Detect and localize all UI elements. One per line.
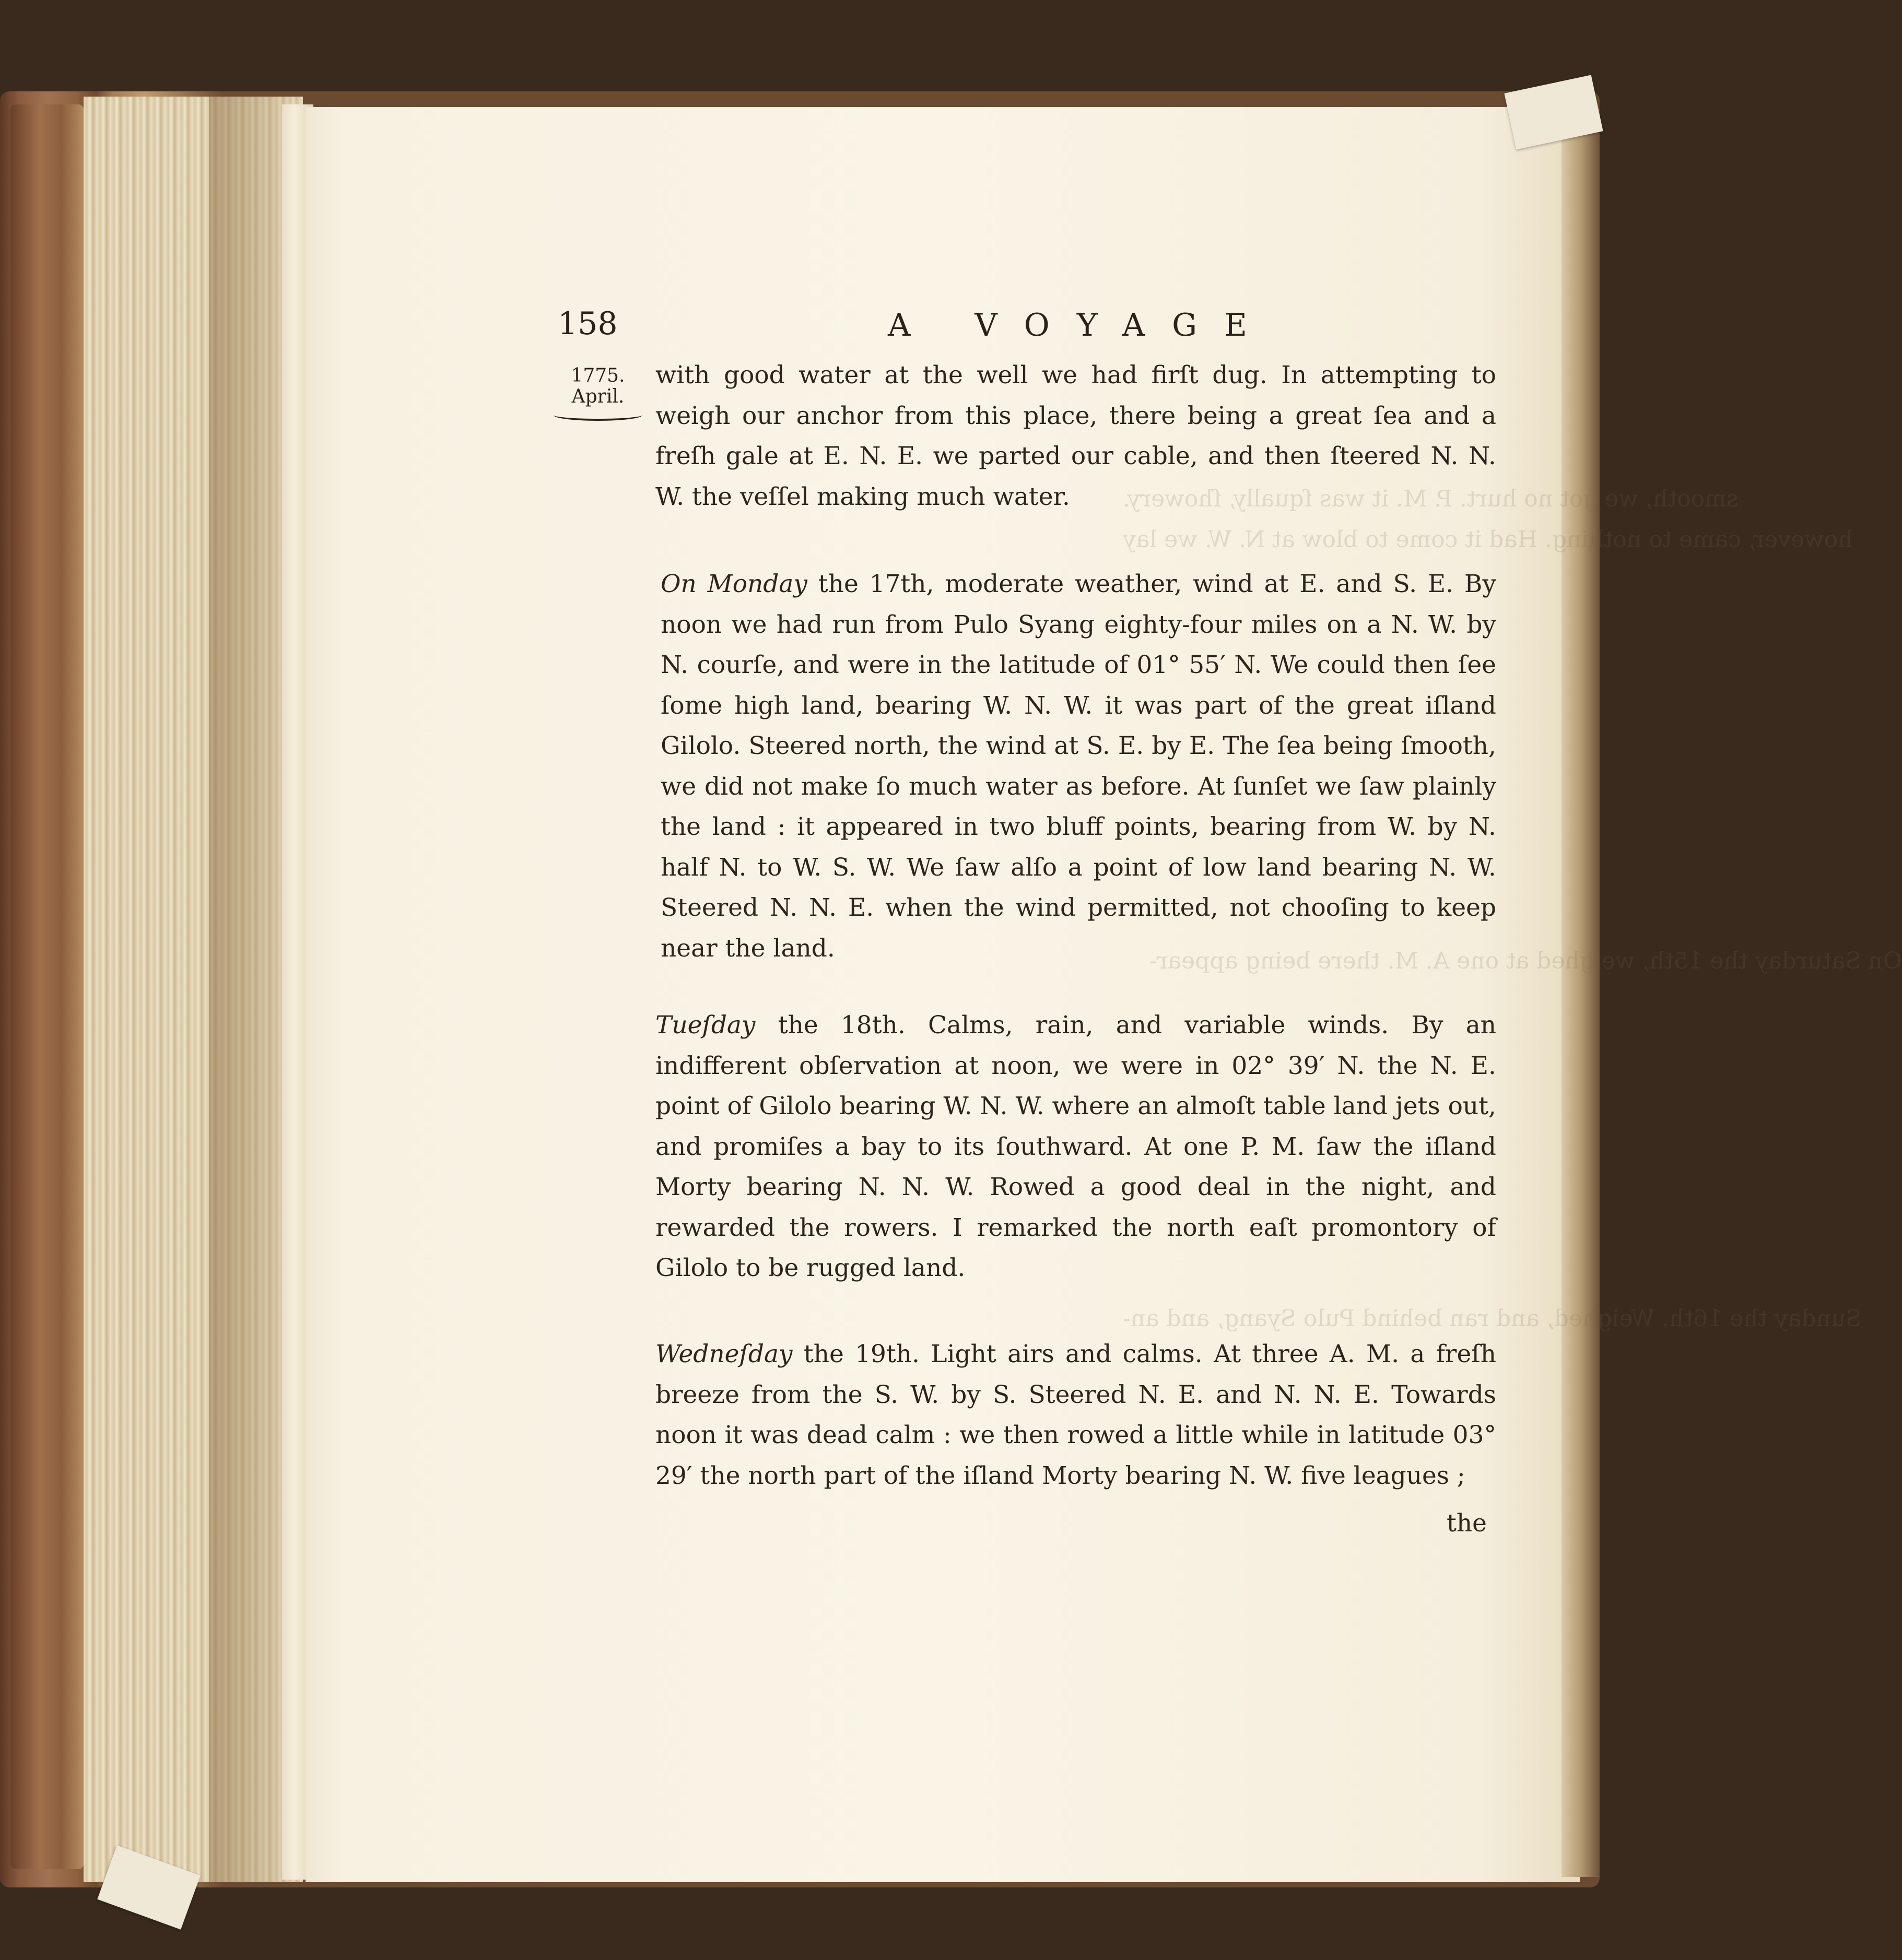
catchword: the: [1447, 1509, 1487, 1538]
show-through-text: Sunday the 16th. Weighed, and ran behind Pulo Syang, and an-: [1123, 1305, 1862, 1332]
marginal-brace: [554, 409, 642, 421]
show-through-text: smooth, we got no hurt. P. M. it was ſqually, ſhowery.: [1123, 486, 1739, 512]
paragraph-3: [655, 1005, 1496, 1289]
show-through-text: On Saturday the 15th, weighed at one A. M. there being appear-: [1149, 948, 1902, 974]
running-title: A VOYAGE: [888, 307, 1274, 344]
paragraph-text: the 17th, moderate weather, wind at E. and S. E. By noon we had run from Pulo Syang eighty-four miles on a N. W. by N. courſe, and were in the latitude of 01° 55′ N. We could then ſee ſome high land, bearing W. N. W. it was part of the great iſland Gilolo. Steered north, the wind at S. E. by E. The ſea being ſmooth, we did not make ſo much water as before. At ſunſet we ſaw plainly the land : it appeared in two bluff points, bearing from W. by N. half N. to W. S. W. We ſaw alſo a point of low land bearing N. W. Steered N. N. E. when the wind permitted, not chooſing to keep near the land.: [661, 570, 1496, 963]
marginal-year: 1775.: [571, 365, 625, 386]
marginal-month: April.: [571, 386, 625, 407]
paragraph-2: [661, 564, 1496, 969]
book-spine-edge: [10, 104, 84, 1869]
marginal-date-note: [543, 365, 653, 421]
paragraph-text: the 19th. Light airs and calms. At three A. M. a freſh breeze from the S. W. by S. Steered N. E. and N. N. E. Towards noon it was dead calm : we then rowed a little while in latitude 03° 29′ the north part of the iſland Morty bearing N. W. five leagues ;: [655, 1340, 1496, 1490]
paragraph-lead: On Monday: [661, 570, 807, 598]
page-right-edge: [1561, 112, 1600, 1877]
show-through-text: however, came to nothing. Had it come to blow at N. W. we lay: [1123, 526, 1853, 553]
paragraph-lead: Wedneſday: [655, 1340, 793, 1368]
paragraph-lead: Tueſday: [655, 1011, 756, 1040]
paragraph-1: [655, 355, 1496, 517]
paragraph-4: [655, 1334, 1496, 1496]
paragraph-text: with good water at the well we had firſt dug. In attempting to weigh our anchor from this place, there being a great ſea and a freſh gale at E. N. E. we parted our cable, and then ſteered N. N. W. the veſſel making much water.: [655, 361, 1496, 511]
paragraph-text: the 18th. Calms, rain, and variable winds. By an indifferent obſervation at noon, we were in 02° 39′ N. the N. E. point of Gilolo bearing W. N. W. where an almoſt table land jets out, and promiſes a bay to its ſouthward. At one P. M. ſaw the iſland Morty bearing N. N. W. Rowed a good deal in the night, and rewarded the rowers. I remarked the north eaſt promontory of Gilolo to be rugged land.: [655, 1011, 1496, 1282]
page-number: 158: [558, 305, 618, 342]
